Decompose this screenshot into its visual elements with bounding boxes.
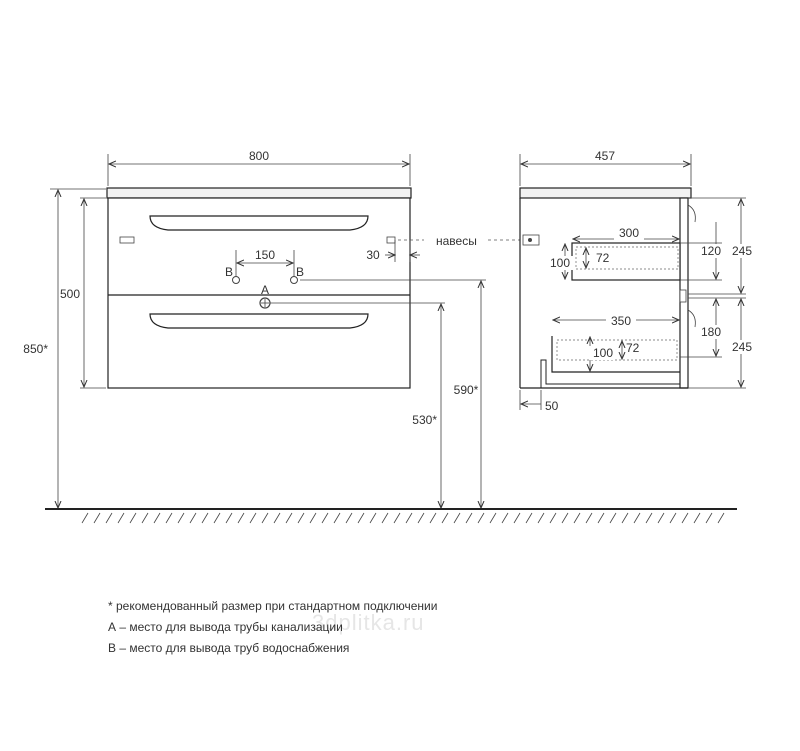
- upper-drawer: [572, 243, 680, 280]
- label-a: A: [260, 283, 270, 297]
- floor-hatch-mark: [634, 513, 640, 523]
- floor-hatch-mark: [130, 513, 136, 523]
- dim-lower-gap: 180: [700, 325, 722, 339]
- dim-upper-depth: 300: [618, 226, 640, 240]
- front-countertop: [107, 188, 411, 198]
- floor-hatch-mark: [322, 513, 328, 523]
- side-view: [520, 149, 757, 413]
- floor-hatch-mark: [334, 513, 340, 523]
- dim-total-height: 850*: [23, 342, 48, 356]
- front-view: [23, 149, 520, 508]
- dim-cabinet-height: 500: [59, 287, 80, 301]
- floor-hatch-mark: [346, 513, 352, 523]
- front-upper-handle: [150, 216, 368, 230]
- dim-upper-inner: 72: [596, 251, 610, 265]
- floor-hatch-mark: [274, 513, 280, 523]
- floor-hatch-mark: [622, 513, 628, 523]
- dim-lower-height: 100: [592, 346, 614, 360]
- watermark: 3dplitka.ru: [312, 610, 425, 635]
- floor-hatch-mark: [406, 513, 412, 523]
- floor-hatch-mark: [478, 513, 484, 523]
- floor-hatch-mark: [118, 513, 124, 523]
- floor-hatch-mark: [298, 513, 304, 523]
- dim-upper-gap: 120: [700, 244, 722, 258]
- floor-hatch-mark: [646, 513, 652, 523]
- floor-hatch-mark: [262, 513, 268, 523]
- floor-hatch-mark: [310, 513, 316, 523]
- label-b-left: B: [224, 265, 234, 279]
- floor-hatch-mark: [430, 513, 436, 523]
- front-hinge-left: [120, 237, 134, 243]
- label-b-right: B: [295, 265, 305, 279]
- floor-hatch-mark: [394, 513, 400, 523]
- front-lower-handle: [150, 314, 368, 328]
- floor-hatch-mark: [442, 513, 448, 523]
- floor-hatch-mark: [574, 513, 580, 523]
- floor-hatch-mark: [214, 513, 220, 523]
- floor-hatch-mark: [190, 513, 196, 523]
- dim-b-spacing: 150: [254, 248, 276, 262]
- floor-hatch-mark: [502, 513, 508, 523]
- floor-hatch-mark: [370, 513, 376, 523]
- floor-hatch-mark: [550, 513, 556, 523]
- floor-hatch-mark: [250, 513, 256, 523]
- dim-a-height: 530*: [412, 413, 437, 427]
- floor-hatch-mark: [586, 513, 592, 523]
- legend-notes: [108, 596, 708, 659]
- floor-hatch-mark: [418, 513, 424, 523]
- floor-hatch-mark: [526, 513, 532, 523]
- floor-hatch-mark: [514, 513, 520, 523]
- floor-hatch-mark: [178, 513, 184, 523]
- floor-hatch-mark: [598, 513, 604, 523]
- floor-hatch-mark: [454, 513, 460, 523]
- floor-hatch-mark: [694, 513, 700, 523]
- floor-hatch-mark: [358, 513, 364, 523]
- dim-b-height: 590*: [453, 383, 479, 397]
- floor-hatch-mark: [562, 513, 568, 523]
- floor-hatch-mark: [286, 513, 292, 523]
- note-water-outlet: В – место для вывода труб водоснабжения: [108, 641, 350, 655]
- note-drain-outlet: А – место для вывода трубы канализации: [108, 620, 343, 634]
- dim-width: 800: [248, 149, 270, 163]
- lower-drawer: [552, 336, 680, 372]
- floor: [45, 509, 737, 523]
- front-hinge-right: [387, 237, 395, 243]
- floor-hatch-mark: [142, 513, 148, 523]
- floor-hatch-mark: [670, 513, 676, 523]
- dim-hinge-offset: 30: [366, 248, 380, 262]
- floor-hatch-mark: [202, 513, 208, 523]
- dim-lower-inner: 72: [626, 341, 640, 355]
- floor-hatch-mark: [610, 513, 616, 523]
- floor-hatch-mark: [382, 513, 388, 523]
- floor-hatch-mark: [538, 513, 544, 523]
- outlet-b-left: [233, 277, 240, 284]
- floor-hatch-mark: [238, 513, 244, 523]
- floor-hatch-mark: [94, 513, 100, 523]
- floor-hatch-mark: [166, 513, 172, 523]
- floor-hatch-mark: [82, 513, 88, 523]
- dim-depth: 457: [594, 149, 616, 163]
- floor-hatch-mark: [226, 513, 232, 523]
- floor-hatch-mark: [706, 513, 712, 523]
- floor-hatch-mark: [466, 513, 472, 523]
- floor-hatch-mark: [154, 513, 160, 523]
- hinge-label: навесы: [436, 234, 477, 248]
- note-recommended: * рекомендованный размер при стандартном подключении: [108, 599, 438, 613]
- floor-hatch-mark: [682, 513, 688, 523]
- floor-hatch-mark: [490, 513, 496, 523]
- dim-upper-section: 245: [731, 244, 753, 258]
- side-countertop: [520, 188, 691, 198]
- dim-lower-depth: 350: [610, 314, 632, 328]
- dim-upper-height: 100: [549, 256, 571, 270]
- floor-hatch-mark: [718, 513, 724, 523]
- floor-hatch-mark: [106, 513, 112, 523]
- dim-back-offset: 50: [545, 399, 559, 413]
- floor-hatch-mark: [658, 513, 664, 523]
- dim-lower-section: 245: [731, 340, 753, 354]
